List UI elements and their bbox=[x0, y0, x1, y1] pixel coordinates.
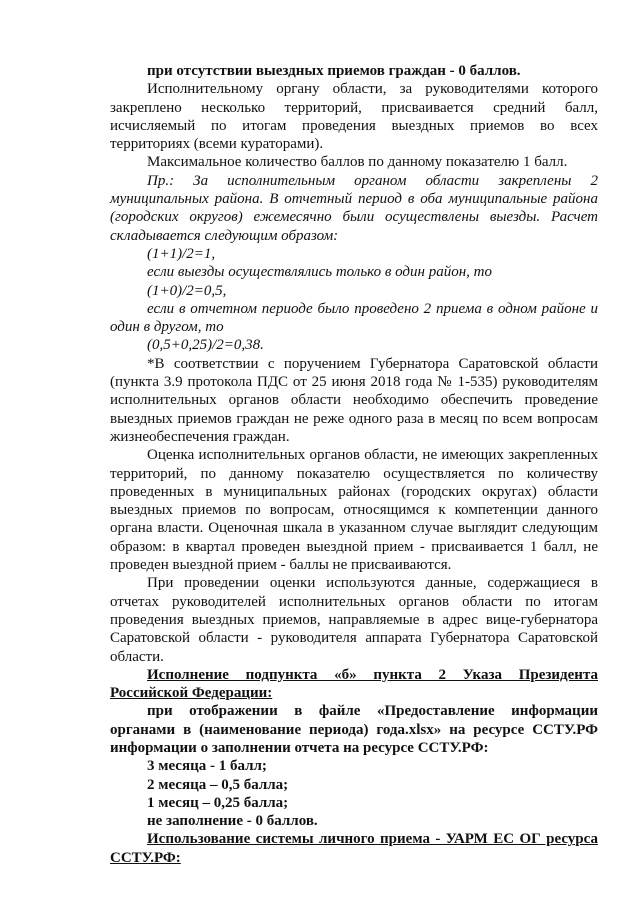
paragraph-average-score: Исполнительному органу области, за руководителями которого закреплено несколько территорий, присваивается средний балл, исчисляемый по итогам проведения выездных приемов во всех территориях (всеми кураторами). bbox=[110, 81, 598, 153]
paragraph-file-display: при отображении в файле «Предоставление информации органами в (наименование периода) года.xlsx» на ресурсе ССТУ.РФ информации о заполнении отчета на ресурсе ССТУ.РФ: bbox=[110, 703, 598, 756]
paragraph-no-territories: Оценка исполнительных органов области, не имеющих закрепленных территорий, по данному показателю осуществляется по количеству проведенных в муниципальных районах (городских округах) области выездных приемов по вопросам, относящимся к компетенции данного органа власти. Оценочная шкала в указанном случае выглядит следующим образом: в квартал проведен выездной прием - присваивается 1 балл, не проведен выездной прием - баллы не присваиваются. bbox=[110, 447, 598, 574]
paragraph-data-sources: При проведении оценки используются данные, содержащиеся в отчетах руководителей исполнительных органов области по итогам проведения выездных приемов, направляемые в адрес вице-губернатора Саратовской области - руководителя аппарата Губернатора Саратовской области. bbox=[110, 575, 598, 665]
paragraph-example: Пр.: За исполнительным органом области закреплены 2 муниципальных района. В отчетный период в оба муниципальные района (городских округов) ежемесячно были осуществлены выезды. Расчет складывается следующим образом: bbox=[110, 172, 598, 244]
score-3-months: 3 месяца - 1 балл; bbox=[147, 758, 267, 775]
paragraph-one-district: если выезды осуществлялись только в один район, то bbox=[147, 264, 492, 281]
score-2-months: 2 месяца – 0,5 балла; bbox=[147, 776, 289, 793]
paragraph-max-score: Максимальное количество баллов по данному показателю 1 балл. bbox=[147, 154, 568, 171]
paragraph-two-receptions: если в отчетном периоде было проведено 2 приема в одном районе и один в другом, то bbox=[110, 300, 598, 336]
score-not-filled: не заполнение - 0 баллов. bbox=[147, 813, 318, 830]
document-page bbox=[110, 62, 598, 867]
formula-1: (1+1)/2=1, bbox=[147, 245, 216, 262]
heading-decree-execution: Исполнение подпункта «б» пункта 2 Указа Президента Российской Федерации: bbox=[110, 666, 598, 702]
formula-3: (0,5+0,25)/2=0,38. bbox=[147, 337, 264, 354]
heading-personal-reception-system: Использование системы личного приема - УАРМ ЕС ОГ ресурса ССТУ.РФ: bbox=[110, 831, 598, 866]
score-1-month: 1 месяц – 0,25 балла; bbox=[147, 794, 289, 811]
formula-2: (1+0)/2=0,5, bbox=[147, 282, 227, 299]
paragraph-no-visits: при отсутствии выездных приемов граждан - 0 баллов. bbox=[147, 63, 521, 79]
paragraph-governor-instruction: *В соответствии с поручением Губернатора Саратовской области (пункта 3.9 протокола ПДС от 25 июня 2018 года № 1-535) руководителям исполнительных органов области необходимо обеспечить проведение выездных приемов граждан не реже одного раза в месяц по всем вопросам жизнеобеспечения граждан. bbox=[110, 355, 598, 445]
